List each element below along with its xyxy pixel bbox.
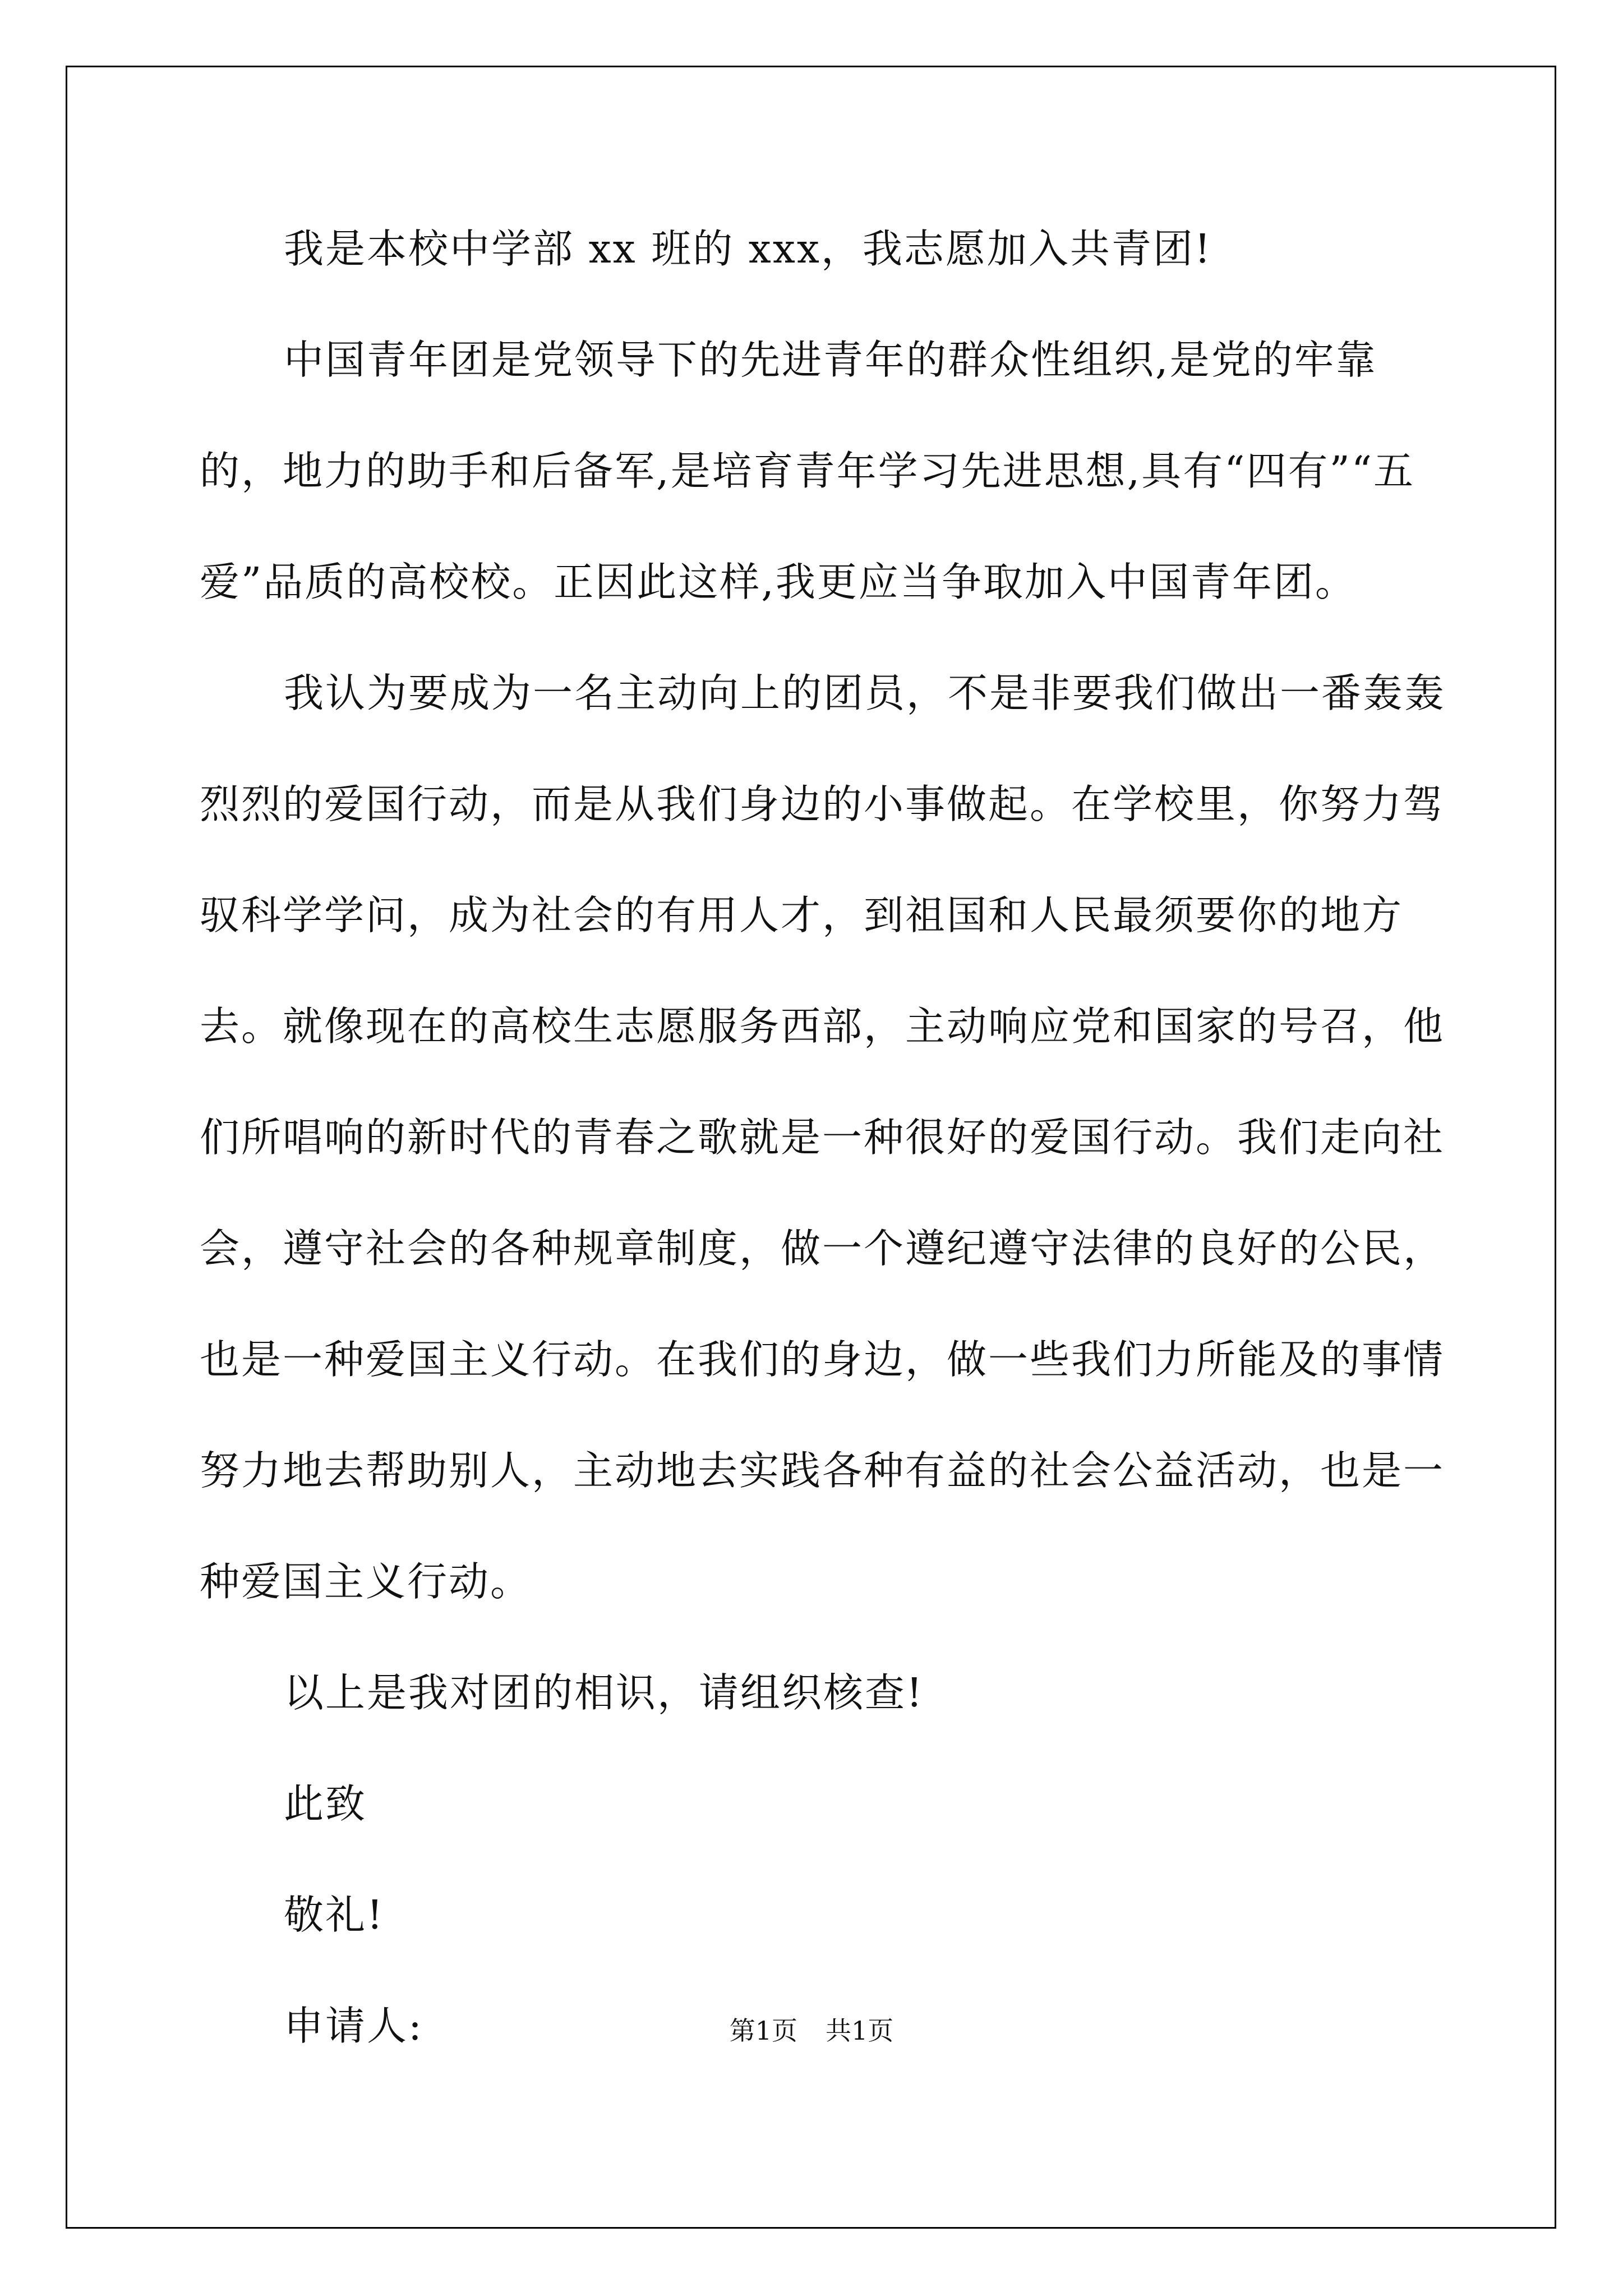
paragraph-patriotic-action: 我认为要成为一名主动向上的团员，不是非要我们做出一番轰轰烈烈的爱国行动，而是从我们身边的小事做起。在学校里，你努力驾驭科学学问，成为社会的有用人才，到祖国和人民最须要你的地方去。就像现在的高校生志愿服务西部，主动响应党和国家的号召，他们所唱响的新时代的青春之歌就是一种很好的爱国行动。我们走向社会，遵守社会的各种规章制度，做一个遵纪遵守法律的良好的公民，也是一种爱国主义行动。在我们的身边，做一些我们力所能及的事情努力地去帮助别人，主动地去实践各种有益的社会公益活动，也是一种爱国主义行动。 <box>200 670 1446 1605</box>
salutation-jingli: 敬礼! <box>284 1892 385 1938</box>
letter-body <box>200 194 1456 2082</box>
paragraph-intro: 我是本校中学部 xx 班的 xxx，我志愿加入共青团! <box>284 226 1212 272</box>
page-number-current: 第1页 <box>729 2016 797 2046</box>
paragraph-league-description: 中国青年团是党领导下的先进青年的群众性组织,是党的牢靠的，地力的助手和后备军,是培育青年学习先进思想,具有“四有”“五爱”品质的高校校。正因此这样,我更应当争取加入中国青年团。 <box>200 337 1415 605</box>
page-footer <box>0 2014 1623 2047</box>
salutation-cizhi: 此致 <box>284 1780 367 1827</box>
page-number-total: 共1页 <box>826 2016 894 2046</box>
applicant-label: 申请人: <box>284 2003 423 2049</box>
paragraph-closing: 以上是我对团的相识，请组织核查! <box>284 1669 924 1716</box>
